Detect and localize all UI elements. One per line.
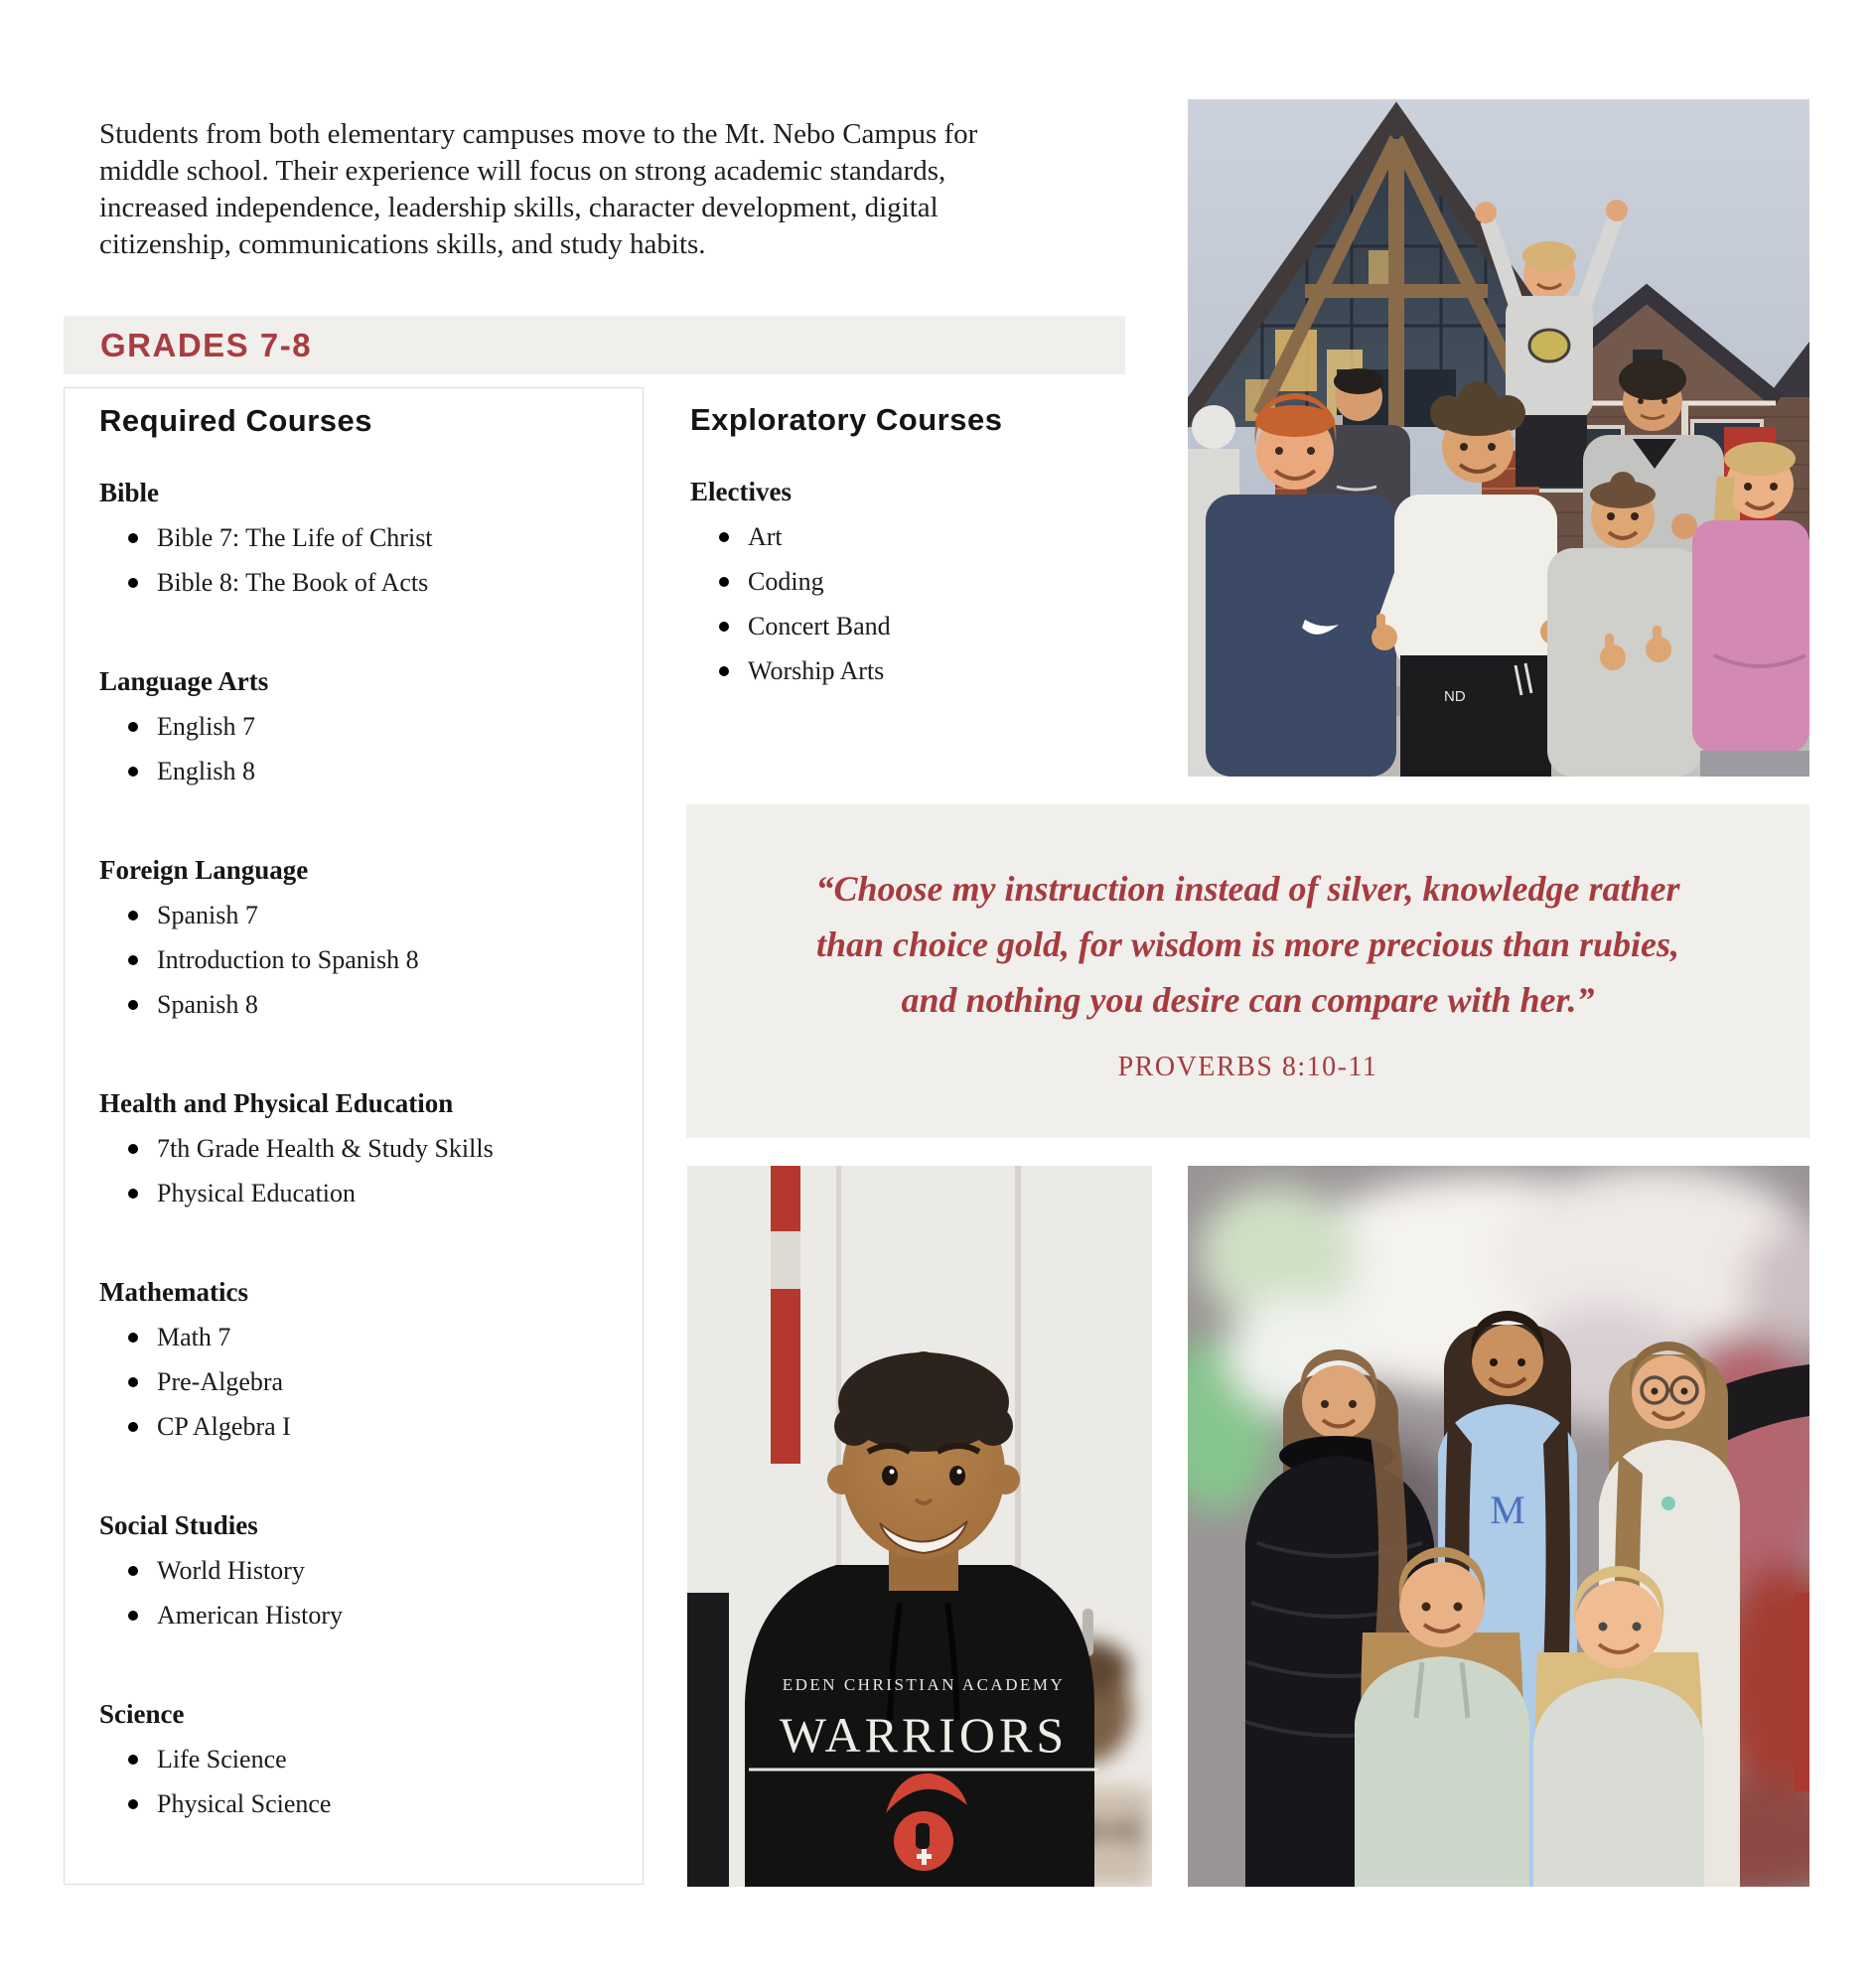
intro-paragraph bbox=[99, 116, 1132, 263]
course-item: Worship Arts bbox=[690, 648, 1127, 693]
course-item: Math 7 bbox=[99, 1315, 625, 1359]
quote-line: and nothing you desire can compare with her.” bbox=[901, 980, 1595, 1020]
course-item: English 7 bbox=[99, 704, 625, 749]
course-item: Physical Education bbox=[99, 1171, 625, 1215]
scripture-quote-text bbox=[704, 861, 1792, 1028]
intro-line: Students from both elementary campuses move to the Mt. Nebo Campus for bbox=[99, 118, 978, 150]
red-pole bbox=[771, 1166, 800, 1464]
course-group bbox=[690, 470, 1127, 693]
course-category-label: Mathematics bbox=[99, 1277, 248, 1307]
students-outside-campus-photo bbox=[1188, 99, 1809, 777]
required-course-groups bbox=[99, 471, 625, 1826]
course-category-label: Bible bbox=[99, 478, 160, 507]
intro-line: citizenship, communications skills, and study habits. bbox=[99, 228, 706, 260]
grades-banner-label: GRADES 7-8 bbox=[100, 327, 313, 363]
course-item: Pre-Algebra bbox=[99, 1359, 625, 1404]
course-group bbox=[99, 1081, 625, 1215]
course-item: Introduction to Spanish 8 bbox=[99, 937, 625, 982]
course-item: Physical Science bbox=[99, 1781, 625, 1826]
girls-group-photo bbox=[1188, 1166, 1809, 1887]
intro-line: increased independence, leadership skills, character development, digital bbox=[99, 192, 938, 223]
course-list bbox=[99, 1737, 625, 1826]
course-list bbox=[99, 1126, 625, 1215]
course-group bbox=[99, 659, 625, 793]
course-group bbox=[99, 1503, 625, 1637]
exploratory-courses-title: Exploratory Courses bbox=[690, 402, 1003, 437]
course-item: Art bbox=[690, 514, 1127, 559]
course-list bbox=[99, 704, 625, 793]
course-item: 7th Grade Health & Study Skills bbox=[99, 1126, 625, 1171]
course-category-label: Language Arts bbox=[99, 666, 269, 696]
course-item: Bible 8: The Book of Acts bbox=[99, 560, 625, 605]
course-group bbox=[99, 471, 625, 605]
course-item: Coding bbox=[690, 559, 1127, 604]
exploratory-course-groups bbox=[690, 470, 1127, 693]
course-list bbox=[99, 1548, 625, 1637]
course-category-label: Electives bbox=[690, 477, 792, 506]
hoodie-school-name: EDEN CHRISTIAN ACADEMY bbox=[782, 1675, 1066, 1694]
warriors-photo-illustration bbox=[687, 1166, 1152, 1887]
course-category-label: Science bbox=[99, 1699, 185, 1729]
course-item: English 8 bbox=[99, 749, 625, 793]
scripture-quote-block bbox=[686, 804, 1809, 1138]
quote-line: “Choose my instruction instead of silver, knowledge rather bbox=[815, 869, 1680, 909]
course-item: Bible 7: The Life of Christ bbox=[99, 515, 625, 560]
course-item: Spanish 8 bbox=[99, 982, 625, 1027]
course-group bbox=[99, 1692, 625, 1826]
course-group bbox=[99, 1270, 625, 1449]
course-item: Spanish 7 bbox=[99, 893, 625, 937]
intro-line: middle school. Their experience will focus on strong academic standards, bbox=[99, 155, 946, 187]
warriors-hoodie-boy-photo bbox=[687, 1166, 1152, 1887]
course-item: World History bbox=[99, 1548, 625, 1593]
course-list bbox=[99, 893, 625, 1027]
svg-text:M: M bbox=[1490, 1488, 1525, 1532]
course-item: American History bbox=[99, 1593, 625, 1637]
campus-photo-illustration bbox=[1188, 99, 1809, 777]
quote-line: than choice gold, for wisdom is more precious than rubies, bbox=[815, 924, 1680, 964]
course-item: Concert Band bbox=[690, 604, 1127, 648]
course-category-label: Foreign Language bbox=[99, 855, 309, 885]
course-item: Life Science bbox=[99, 1737, 625, 1781]
course-item: CP Algebra I bbox=[99, 1404, 625, 1449]
hoodie-warriors-word: WARRIORS bbox=[779, 1707, 1069, 1763]
dark-sleeve-edge bbox=[687, 1593, 729, 1887]
course-category-label: Health and Physical Education bbox=[99, 1088, 454, 1118]
pants-monogram: ND bbox=[1444, 688, 1466, 705]
girls-photo-illustration bbox=[1188, 1166, 1809, 1887]
course-list bbox=[99, 515, 625, 605]
required-courses-box bbox=[64, 387, 644, 1885]
course-category-label: Social Studies bbox=[99, 1510, 258, 1540]
scripture-reference: PROVERBS 8:10-11 bbox=[1117, 1052, 1378, 1082]
grades-7-8-banner bbox=[64, 316, 1125, 374]
required-courses-title: Required Courses bbox=[99, 403, 373, 438]
course-list bbox=[690, 514, 1127, 693]
exploratory-courses-section bbox=[690, 400, 1127, 693]
course-group bbox=[99, 848, 625, 1027]
course-list bbox=[99, 1315, 625, 1449]
